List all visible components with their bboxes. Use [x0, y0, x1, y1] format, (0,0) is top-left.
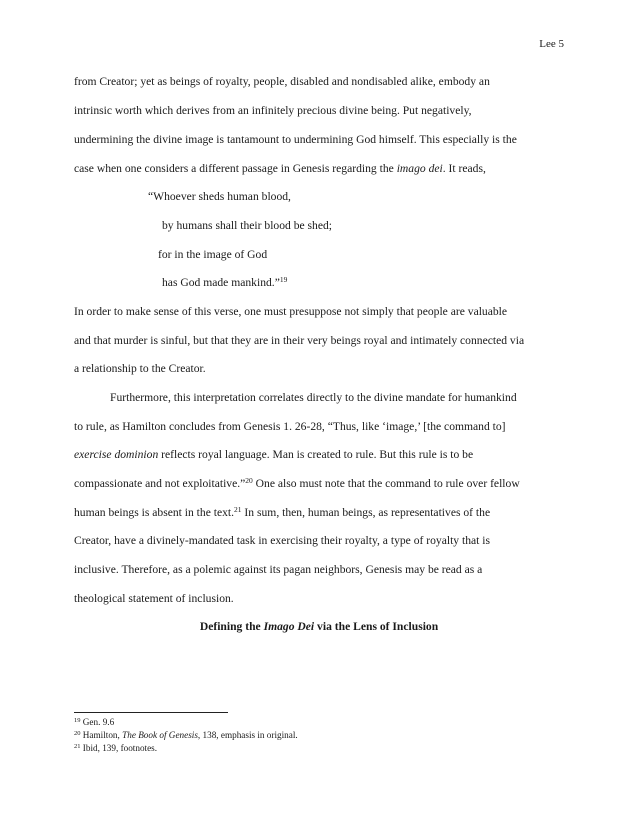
- footnote-separator: [74, 712, 228, 713]
- body-text: One also must note that the command to rule over fellow: [252, 477, 520, 490]
- body-text: reflects royal language. Man is created to rule. But this rule is to be: [158, 448, 474, 461]
- body-line: [74, 506, 490, 519]
- footnote-ref: 20: [245, 476, 253, 485]
- quote-line: [162, 276, 287, 289]
- body-text: case when one considers a different passage in Genesis regarding the: [74, 162, 397, 175]
- body-line: [74, 477, 520, 490]
- quote-line: by humans shall their blood be shed;: [162, 219, 333, 232]
- footnote-text: Gen. 9.6: [80, 717, 115, 727]
- body-line: to rule, as Hamilton concludes from Genesis 1. 26-28, “Thus, like ‘image,’ [the command to]: [74, 420, 506, 433]
- quote-line: for in the image of God: [158, 248, 268, 261]
- body-line: [74, 162, 486, 175]
- body-line: inclusive. Therefore, as a polemic against its pagan neighbors, Genesis may be read as a: [74, 563, 483, 576]
- footnote-text: Ibid, 139, footnotes.: [80, 743, 158, 753]
- body-line: Furthermore, this interpretation correlates directly to the divine mandate for humankind: [110, 391, 517, 404]
- footnote-20: [74, 730, 298, 740]
- heading-text: Defining the: [199, 620, 264, 633]
- body-text: . It reads,: [442, 162, 486, 175]
- footnote-title: The Book of Genesis: [122, 730, 198, 740]
- heading-text: via the Lens of Inclusion: [314, 620, 439, 633]
- body-line: theological statement of inclusion.: [74, 592, 234, 605]
- body-line: Creator, have a divinely-mandated task in exercising their royalty, a type of royalty that is: [74, 534, 491, 547]
- footnote-ref: 19: [279, 275, 288, 284]
- footnote-21: [74, 743, 157, 753]
- heading-italic: Imago Dei: [263, 620, 315, 633]
- footnote-number: 19: [74, 717, 81, 724]
- footnote-19: [74, 717, 114, 727]
- italic-term: imago dei: [396, 162, 443, 175]
- body-line: undermining the divine image is tantamount to undermining God himself. This especially is the: [74, 133, 517, 146]
- footnote-number: 21: [74, 743, 81, 750]
- body-line: from Creator; yet as beings of royalty, people, disabled and nondisabled alike, embody an: [74, 75, 490, 88]
- section-heading: [0, 620, 638, 633]
- quote-text: has God made mankind.”: [162, 276, 280, 289]
- italic-term: exercise dominion: [74, 448, 159, 461]
- body-line: and that murder is sinful, but that they are in their very beings royal and intimately connected via: [74, 334, 525, 347]
- body-line: [74, 448, 473, 461]
- footnote-text: Hamilton,: [80, 730, 123, 740]
- quote-line: “Whoever sheds human blood,: [148, 190, 291, 203]
- footnote-ref: 21: [234, 505, 242, 514]
- body-text: human beings is absent in the text.: [74, 506, 235, 519]
- body-text: In sum, then, human beings, as representatives of the: [241, 506, 491, 519]
- footnote-number: 20: [74, 730, 81, 737]
- running-head: Lee 5: [539, 38, 564, 50]
- body-text: compassionate and not exploitative.”: [74, 477, 246, 490]
- body-line: a relationship to the Creator.: [74, 362, 206, 375]
- body-line: intrinsic worth which derives from an infinitely precious divine being. Put negatively,: [74, 104, 472, 117]
- footnote-text: , 138, emphasis in original.: [197, 730, 298, 740]
- body-line: In order to make sense of this verse, one must presuppose not simply that people are valuable: [74, 305, 508, 318]
